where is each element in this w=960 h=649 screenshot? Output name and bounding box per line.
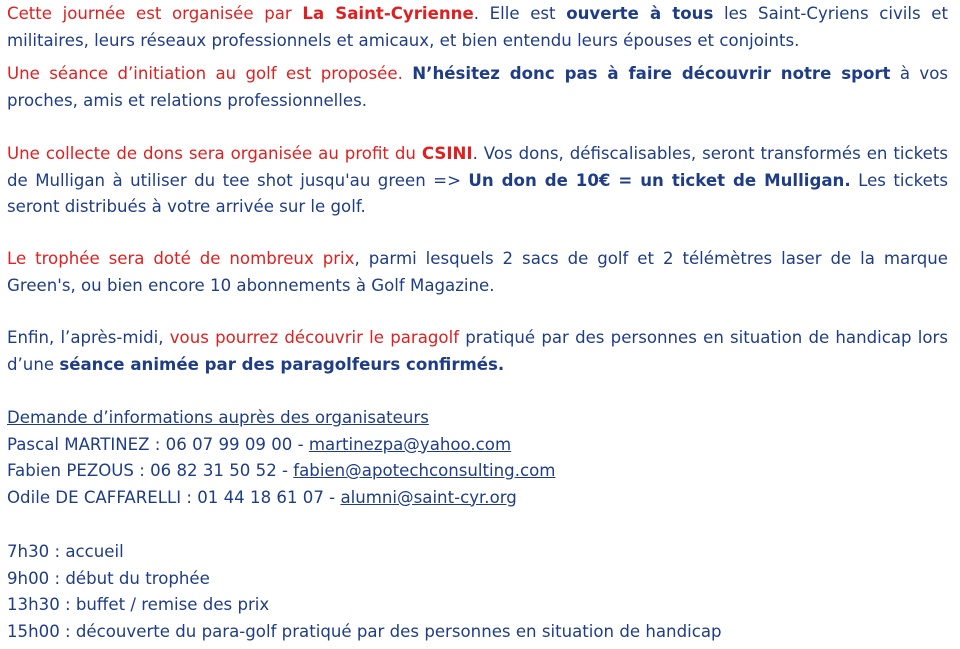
intro-text-3: les Saint-Cyriens civils et militaires, leurs réseaux professionnels et amicaux, et bien entendu leurs épouses et conjoints.: [7, 4, 948, 50]
donation-paragraph: [7, 141, 948, 221]
schedule-item-buffet: 13h30 : buffet / remise des prix: [7, 595, 270, 614]
contact-line-pezous: [7, 458, 948, 485]
initiation-text: Une séance d’initiation au golf est proposée.: [7, 64, 403, 83]
email-link-pezous[interactable]: fabien@apotechconsulting.com: [293, 461, 556, 480]
prizes-text-2: , parmi lesquels 2 sacs de golf et 2 télémètres laser de la marque Green's, ou bien encore 10 abonnements à Golf Magazine.: [7, 249, 949, 295]
contact-name-phone: Odile DE CAFFARELLI : 01 44 18 61 07 -: [7, 487, 341, 507]
paragolf-session-text: séance animée par des paragolfeurs confirmés.: [59, 354, 505, 374]
prizes-text-1: Le trophée sera doté de nombreux prix: [7, 249, 355, 268]
discover-sport-text: N’hésitez donc pas à faire découvrir notre sport: [412, 64, 891, 83]
contact-name-phone: Fabien PEZOUS : 06 82 31 50 52 -: [7, 461, 294, 480]
paragolf-text-3: pratiqué par des personnes en situation de handicap lors d’une: [7, 328, 949, 374]
contact-line-caffarelli: [7, 485, 948, 512]
prizes-paragraph: [7, 246, 948, 299]
organizer-name: La Saint-Cyrienne: [302, 4, 474, 23]
intro-text-1: Cette journée est organisée par: [7, 4, 303, 23]
contact-line-martinez: [7, 432, 948, 459]
contacts-heading: Demande d’informations auprès des organisateurs: [7, 408, 429, 427]
csini-name: CSINI: [421, 144, 473, 163]
schedule-item-paragolf: 15h00 : découverte du para-golf pratiqué par des personnes en situation de handicap: [7, 621, 722, 641]
contact-name-phone: Pascal MARTINEZ : 06 07 99 09 00 -: [7, 434, 309, 454]
donation-text-1: Une collecte de dons sera organisée au profit du: [7, 144, 422, 163]
email-link-martinez[interactable]: martinezpa@yahoo.com: [308, 434, 512, 454]
donation-text-2: . Vos dons, défiscalisables, seront transformés en tickets de Mulligan à utiliser du tee shot jusqu'au green =>: [7, 144, 949, 190]
email-link-caffarelli[interactable]: alumni@saint-cyr.org: [340, 487, 517, 507]
schedule-item-start: 9h00 : début du trophée: [7, 568, 210, 588]
mulligan-offer-text: Un don de 10€ = un ticket de Mulligan.: [468, 170, 851, 190]
open-to-all-text: ouverte à tous: [566, 4, 714, 23]
intro-text-2: . Elle est: [473, 4, 567, 23]
initiation-text-2: à vos proches, amis et relations professionnelles.: [7, 64, 949, 110]
paragolf-text-1: Enfin, l’après-midi,: [7, 328, 170, 347]
schedule-item-welcome: 7h30 : accueil: [7, 542, 124, 561]
donation-text-3: Les tickets seront distribués à votre arrivée sur le golf.: [7, 170, 948, 216]
initiation-paragraph: [7, 61, 948, 114]
paragolf-text-2: vous pourrez découvrir le paragolf: [169, 328, 460, 347]
spacer-text: [403, 64, 412, 83]
schedule-section: [7, 539, 948, 645]
paragolf-paragraph: [7, 325, 948, 378]
contacts-section: [7, 405, 948, 511]
intro-paragraph: [7, 1, 948, 54]
